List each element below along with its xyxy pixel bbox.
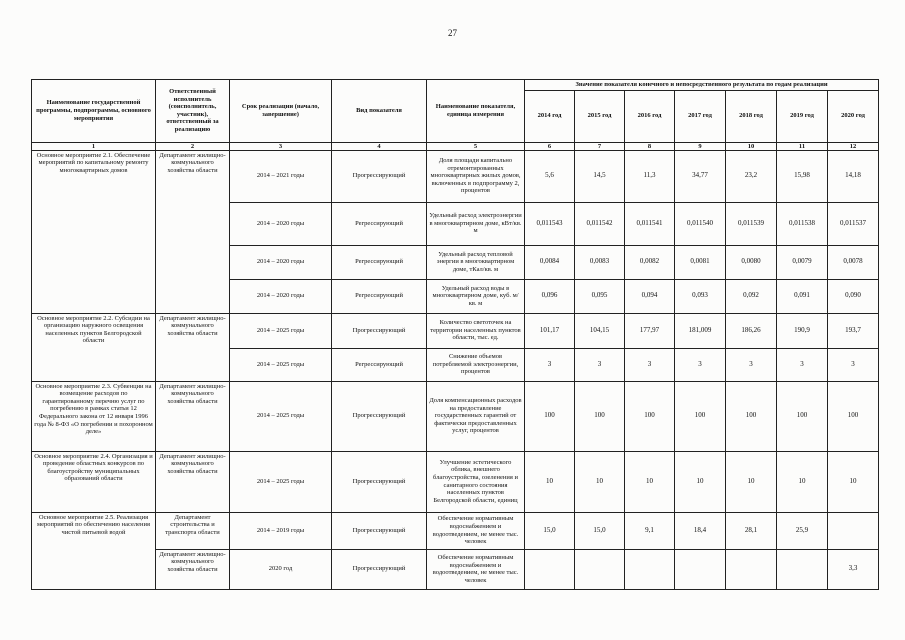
indicator-cell: Удельный расход воды в многоквартирном доме, куб. м/кв. м: [427, 279, 525, 313]
indicator-cell: Количество светоточек на территории населенных пунктов области, тыс. ед.: [427, 313, 525, 348]
value-cell: 15,98: [777, 150, 828, 202]
page-number: 27: [448, 28, 457, 38]
value-cell: [575, 549, 625, 589]
value-cell: 0,011540: [675, 202, 726, 245]
term-cell: 2014 – 2025 годы: [230, 313, 332, 348]
term-cell: 2014 – 2025 годы: [230, 451, 332, 512]
indicator-cell: Обеспечение нормативным водоснабжением и водоотведением, не менее тыс. человек: [427, 512, 525, 549]
type-cell: Прогрессирующий: [332, 381, 427, 451]
value-cell: 10: [777, 451, 828, 512]
table-row: [32, 512, 879, 549]
header-responsible: Ответственный исполнитель (соисполнитель, участник), ответственный за реализацию: [156, 80, 230, 143]
measure-cell: Основное мероприятие 2.2. Субсидии на организацию наружного освещения населенных пунктов Белгородской области: [32, 313, 156, 381]
value-cell: 0,011541: [625, 202, 675, 245]
value-cell: 3: [625, 348, 675, 381]
value-cell: 0,093: [675, 279, 726, 313]
value-cell: 0,011543: [525, 202, 575, 245]
column-number: 7: [575, 142, 625, 150]
value-cell: 10: [828, 451, 879, 512]
value-cell: 100: [828, 381, 879, 451]
header-indicator-name: Наименование показателя, единица измерения: [427, 80, 525, 143]
value-cell: 11,3: [625, 150, 675, 202]
type-cell: Прогрессирующий: [332, 549, 427, 589]
value-cell: [625, 549, 675, 589]
type-cell: Прогрессирующий: [332, 150, 427, 202]
indicator-cell: Доля площади капитально отремонтированных многоквартирных жилых домов, включенных в подпрограмму 2, процентов: [427, 150, 525, 202]
value-cell: [675, 549, 726, 589]
indicator-cell: Снижение объемов потребляемой электроэнергии, процентов: [427, 348, 525, 381]
value-cell: 25,9: [777, 512, 828, 549]
value-cell: 14,5: [575, 150, 625, 202]
value-cell: 5,6: [525, 150, 575, 202]
value-cell: 3,3: [828, 549, 879, 589]
value-cell: 0,091: [777, 279, 828, 313]
value-cell: 3: [777, 348, 828, 381]
header-term: Срок реализации (начало, завершение): [230, 80, 332, 143]
value-cell: [726, 549, 777, 589]
type-cell: Регрессирующий: [332, 279, 427, 313]
value-cell: 0,0083: [575, 245, 625, 279]
column-number: 12: [828, 142, 879, 150]
value-cell: 100: [575, 381, 625, 451]
value-cell: 34,77: [675, 150, 726, 202]
type-cell: Регрессирующий: [332, 348, 427, 381]
value-cell: 15,0: [525, 512, 575, 549]
column-number: 5: [427, 142, 525, 150]
value-cell: 0,0080: [726, 245, 777, 279]
measure-cell: Основное мероприятие 2.3. Субвенции на возмещение расходов по гарантированному перечню услуг по погребению в рамках статьи 12 Федерального закона от 12 января 1996 года № 8-ФЗ «О погребении и похоронном деле»: [32, 381, 156, 451]
value-cell: 10: [625, 451, 675, 512]
value-cell: 18,4: [675, 512, 726, 549]
indicator-cell: Удельный расход тепловой энергии в многоквартирном доме, тКал/кв. м: [427, 245, 525, 279]
type-cell: Прогрессирующий: [332, 512, 427, 549]
value-cell: 0,011538: [777, 202, 828, 245]
value-cell: 0,0079: [777, 245, 828, 279]
table-row: [32, 381, 879, 451]
term-cell: 2014 – 2020 годы: [230, 279, 332, 313]
term-cell: 2014 – 2019 годы: [230, 512, 332, 549]
value-cell: 3: [575, 348, 625, 381]
value-cell: 14,18: [828, 150, 879, 202]
type-cell: Регрессирующий: [332, 202, 427, 245]
term-cell: 2014 – 2021 годы: [230, 150, 332, 202]
header-year: 2014 год: [525, 90, 575, 142]
column-number: 10: [726, 142, 777, 150]
value-cell: 100: [675, 381, 726, 451]
column-number: 3: [230, 142, 332, 150]
type-cell: Регрессирующий: [332, 245, 427, 279]
value-cell: 193,7: [828, 313, 879, 348]
value-cell: 0,011542: [575, 202, 625, 245]
value-cell: 181,009: [675, 313, 726, 348]
value-cell: 10: [575, 451, 625, 512]
measure-cell: Основное мероприятие 2.1. Обеспечение мероприятий по капитальному ремонту многоквартирных домов: [32, 150, 156, 313]
header-measure: Наименование государственной программы, подпрограммы, основного мероприятия: [32, 80, 156, 143]
value-cell: 10: [675, 451, 726, 512]
value-cell: [828, 512, 879, 549]
column-number: 1: [32, 142, 156, 150]
column-number: 2: [156, 142, 230, 150]
column-number: 11: [777, 142, 828, 150]
value-cell: 28,1: [726, 512, 777, 549]
type-cell: Прогрессирующий: [332, 451, 427, 512]
value-cell: 3: [525, 348, 575, 381]
measure-cell: Основное мероприятие 2.4. Организация и проведение областных конкурсов по благоустройству муниципальных образований области: [32, 451, 156, 512]
indicator-cell: Удельный расход электроэнергии в многоквартирном доме, кВт/кв. м: [427, 202, 525, 245]
responsible-cell: Департамент жилищно-коммунального хозяйства области: [156, 313, 230, 381]
column-number: 8: [625, 142, 675, 150]
column-number: 4: [332, 142, 427, 150]
table-row: [32, 313, 879, 348]
term-cell: 2014 – 2025 годы: [230, 381, 332, 451]
value-cell: 104,15: [575, 313, 625, 348]
value-cell: 0,090: [828, 279, 879, 313]
header-year: 2015 год: [575, 90, 625, 142]
value-cell: [777, 549, 828, 589]
value-cell: 186,26: [726, 313, 777, 348]
term-cell: 2014 – 2020 годы: [230, 245, 332, 279]
value-cell: 100: [777, 381, 828, 451]
value-cell: 100: [525, 381, 575, 451]
indicator-cell: Обеспечение нормативным водоснабжением и водоотведением, не менее тыс. человек: [427, 549, 525, 589]
value-cell: [525, 549, 575, 589]
term-cell: 2020 год: [230, 549, 332, 589]
indicator-cell: Доля компенсационных расходов на предоставление государственных гарантий от фактически предоставленных услуг, процентов: [427, 381, 525, 451]
value-cell: 0,011539: [726, 202, 777, 245]
value-cell: 3: [675, 348, 726, 381]
value-cell: 190,9: [777, 313, 828, 348]
term-cell: 2014 – 2025 годы: [230, 348, 332, 381]
value-cell: 10: [726, 451, 777, 512]
header-year: 2017 год: [675, 90, 726, 142]
value-cell: 0,011537: [828, 202, 879, 245]
table-row: [32, 549, 879, 589]
indicator-cell: Улучшение эстетического облика, внешнего благоустройства, озеленения и санитарного состояния населенных пунктов Белгородской области, единиц: [427, 451, 525, 512]
value-cell: 0,0084: [525, 245, 575, 279]
value-cell: 0,094: [625, 279, 675, 313]
header-values-group: Значение показателя конечного и непосредственного результата по годам реализации: [525, 80, 879, 91]
column-number: 9: [675, 142, 726, 150]
table-row: [32, 451, 879, 512]
value-cell: 0,0082: [625, 245, 675, 279]
responsible-cell: Департамент жилищно-коммунального хозяйства области: [156, 549, 230, 589]
table-row: [32, 150, 879, 202]
header-year: 2019 год: [777, 90, 828, 142]
value-cell: 100: [625, 381, 675, 451]
value-cell: 100: [726, 381, 777, 451]
value-cell: 0,0078: [828, 245, 879, 279]
header-year: 2018 год: [726, 90, 777, 142]
term-cell: 2014 – 2020 годы: [230, 202, 332, 245]
column-number: 6: [525, 142, 575, 150]
value-cell: 3: [828, 348, 879, 381]
responsible-cell: Департамент жилищно-коммунального хозяйства области: [156, 451, 230, 512]
indicator-table: [31, 79, 879, 590]
header-year: 2016 год: [625, 90, 675, 142]
value-cell: 10: [525, 451, 575, 512]
type-cell: Прогрессирующий: [332, 313, 427, 348]
responsible-cell: Департамент строительства и транспорта области: [156, 512, 230, 549]
value-cell: 15,0: [575, 512, 625, 549]
value-cell: 0,096: [525, 279, 575, 313]
value-cell: 23,2: [726, 150, 777, 202]
header-year: 2020 год: [828, 90, 879, 142]
header-indicator-type: Вид показателя: [332, 80, 427, 143]
value-cell: 177,97: [625, 313, 675, 348]
value-cell: 9,1: [625, 512, 675, 549]
value-cell: 0,095: [575, 279, 625, 313]
value-cell: 101,17: [525, 313, 575, 348]
measure-cell: Основное мероприятие 2.5. Реализация мероприятий по обеспечению населения чистой питьевой водой: [32, 512, 156, 589]
responsible-cell: Департамент жилищно-коммунального хозяйства области: [156, 381, 230, 451]
value-cell: 3: [726, 348, 777, 381]
value-cell: 0,092: [726, 279, 777, 313]
value-cell: 0,0081: [675, 245, 726, 279]
responsible-cell: Департамент жилищно-коммунального хозяйства области: [156, 150, 230, 313]
